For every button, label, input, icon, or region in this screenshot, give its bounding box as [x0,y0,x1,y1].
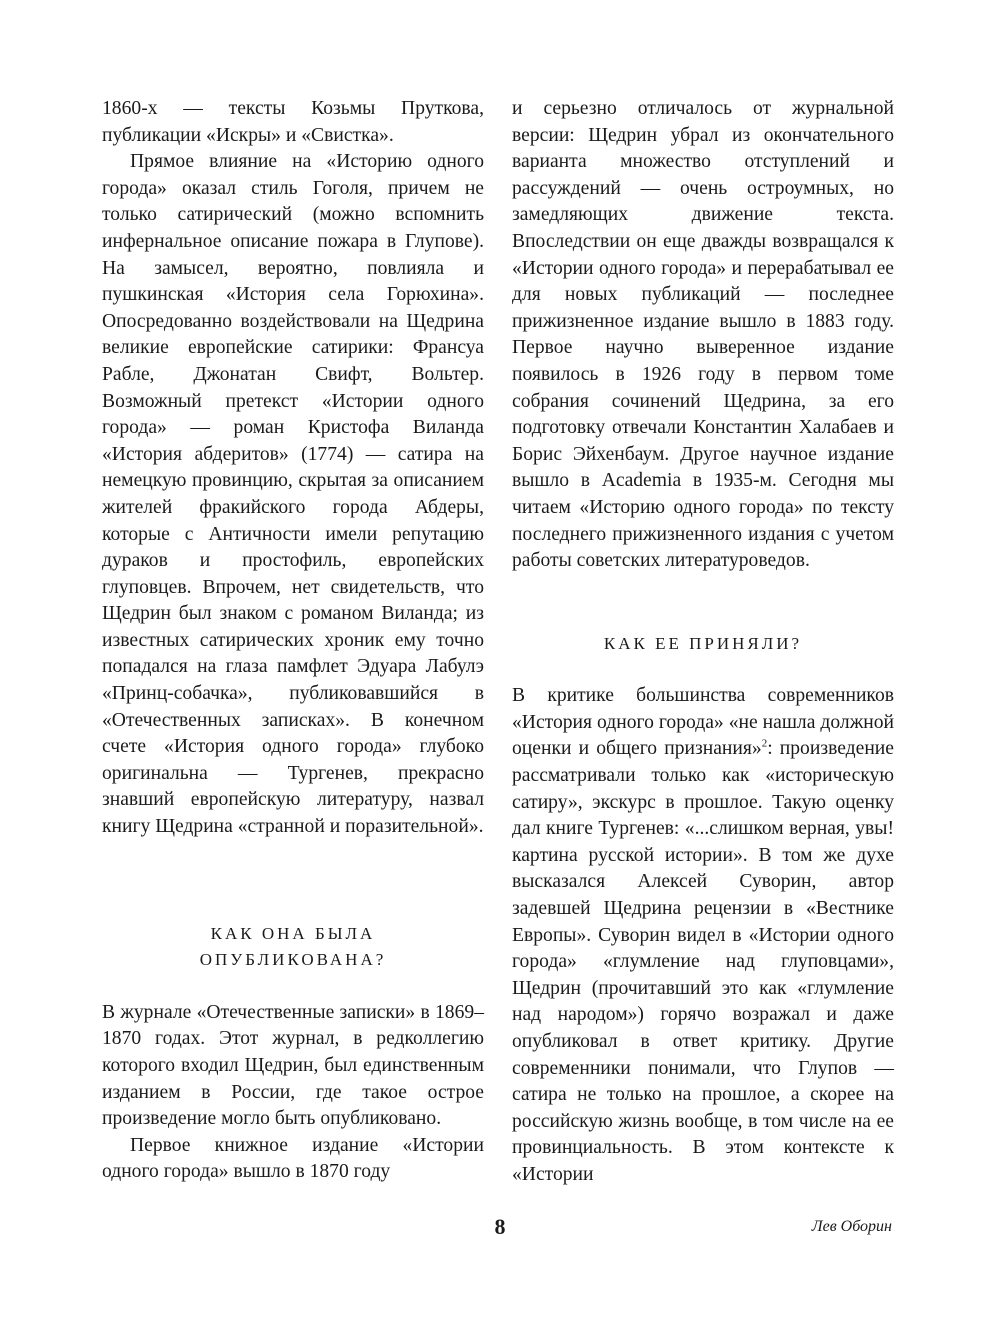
paragraph: Первое книжное издание «Истории одного города» вышло в 1870 году [102,1134,484,1183]
paragraph: и серьезно отличалось от журнальной версии: Щедрин убрал из окончательного варианта множество отступлений и рассуждений — очень остроумных, но замедляющих движение текста. Впоследствии он еще дважды возвращался к «Истории одного города» и перерабатывал ее для новых публикаций — последнее прижизненное издание вышло в 1883 году. Первое научно выверенное издание появилось в 1926 году в первом томе собрания сочинений Щедрина, за его подготовку отвечали Константин Халабаев и Борис Эйхенбаум. Другое научное издание вышло в Academia в 1935-м. Сегодня мы читаем «Историю одного города» по тексту последнего прижизненного издания с учетом работы советских литературоведов. [512,98,894,572]
spacer [512,575,894,631]
paragraph: 1860-х — тексты Козьмы Пруткова, публикации «Искры» и «Свистка». [102,98,484,146]
running-footer-author: Лев Оборин [811,1218,892,1235]
paragraph-text: : произведение рассматривали только как «историческую сатиру», экскурс в прошлое. Такую оценку дал книге Тургенев: «...слишком верная, увы! картина русской истории». В том же духе высказался Алексей Суворин, автор задевшей Щедрина рецензии в «Вестнике Европы». Суворин видел в «Истории одного города» «глумление над глуповцами», Щедрин (прочитавший это как «глумление над народом») горячо возражал и даже опубликовал в ответ критику. Другие современники понимали, что Глупов — сатира не только на прошлое, а скорее на российскую жизнь вообще, в том числе на ее провинциальность. В этом контексте к «Истории [512,738,894,1185]
section-heading-line: КАК ОНА БЫЛА [210,923,376,943]
left-column [102,96,484,1186]
spacer [512,657,894,683]
paragraph: Прямое влияние на «Историю одного города» оказал стиль Гоголя, причем не только сатирический (можно вспомнить инфернальное описание пожара в Глупове). На замысел, вероятно, повлияла и пушкинская «История села Горюхина». Опосредованно воздействовали на Щедрина великие европейские сатирики: Франсуа Рабле, Джонатан Свифт, Вольтер. Возможный претекст «Истории одного города» — роман Кристофа Виланда «История абдеритов» (1774) — сатира на немецкую провинцию, скрытая за описанием жителей фракийского города Абдеры, которые с Античности имели репутацию дураков и простофиль, европейских глуповцев. Впрочем, нет свидетельств, что Щедрин был знаком с романом Виланда; из известных сатирических хроник ему точно попадался на глаза памфлет Эдуара Лабулэ «Принц-собачка», публиковавшийся в «Отечественных записках». В конечном счете «История одного города» глубоко оригинальна — Тургенев, прекрасно знавший европейскую литературу, назвал книгу Щедрина «странной и поразительной». [102,151,484,838]
right-column [512,96,894,1189]
footnote-ref[interactable]: 2 [761,737,768,750]
section-heading [102,921,484,974]
section-heading-line: ОПУБЛИКОВАНА? [199,950,387,970]
spacer [102,841,484,921]
page-number: 8 [494,1214,506,1239]
paragraph-text: В критике большинства современников «История одного города» «не нашла должной оценки и общего признания» [512,685,894,760]
section-heading: КАК ЕЕ ПРИНЯЛИ? [603,633,803,653]
paragraph [512,683,894,1188]
spacer [102,974,484,1000]
paragraph: В журнале «Отечественные записки» в 1869–1870 годах. Этот журнал, в редколлегию которого входил Щедрин, был единственным изданием в России, где такое острое произведение могло быть опубликовано. [102,1001,484,1130]
